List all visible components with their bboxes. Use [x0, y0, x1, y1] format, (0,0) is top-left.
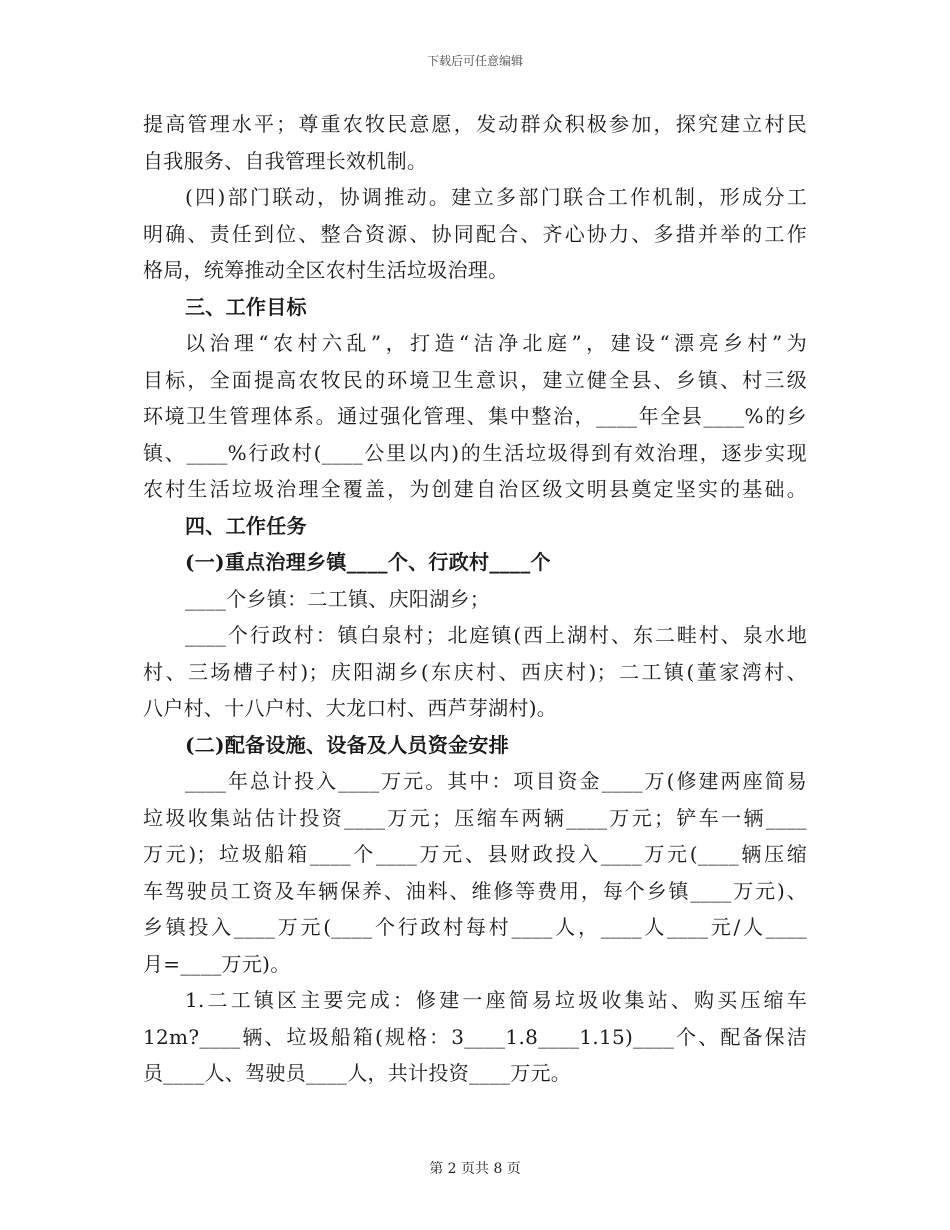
numbered-item: 1.二工镇区主要完成：修建一座简易垃圾收集站、购买压缩车 — [185, 988, 807, 1012]
body-line: 格局，统筹推动全区农村生活垃圾治理。 — [143, 258, 509, 282]
body-line: 农村生活垃圾治理全覆盖，为创建自治区级文明县奠定坚实的基础。 — [143, 477, 807, 501]
body-line: 垃圾收集站估计投资____万元；压缩车两辆____万元；铲车一辆____ — [143, 805, 807, 830]
document-body — [143, 106, 807, 1092]
body-line: 员____人、驾驶员____人，共计投资____万元。 — [143, 1061, 572, 1085]
body-line: 八户村、十八户村、大龙口村、西芦芽湖村)。 — [143, 696, 558, 720]
body-line: 目标，全面提高农牧民的环境卫生意识，建立健全县、乡镇、村三级 — [143, 367, 807, 392]
body-line: ____年总计投入____万元。其中：项目资金____万(修建两座简易 — [185, 769, 807, 793]
body-line: 提高管理水平；尊重农牧民意愿，发动群众积极参加，探究建立村民 — [143, 112, 807, 136]
body-line: 环境卫生管理体系。通过强化管理、集中整治，____年全县____%的乡 — [143, 404, 807, 428]
body-line: ____个行政村：镇白泉村；北庭镇(西上湖村、东二畦村、泉水地 — [185, 623, 807, 647]
body-line: (四)部门联动，协调推动。建立多部门联合工作机制，形成分工 — [185, 185, 807, 209]
section-heading: 三、工作目标 — [185, 294, 307, 319]
subsection-heading: (二)配备设施、设备及人员资金安排 — [185, 732, 510, 757]
body-line: 12m?____辆、垃圾船箱(规格：3____1.8____1.15)____个、配备保洁 — [143, 1024, 807, 1049]
page-footer: 第 2 页共 8 页 — [429, 1161, 521, 1177]
body-line: 自我服务、自我管理长效机制。 — [143, 148, 428, 173]
body-line: 以治理“农村六乱”，打造“洁净北庭”，建设“漂亮乡村”为 — [185, 331, 807, 355]
body-line: 月=____万元)。 — [143, 951, 291, 976]
body-line: 明确、责任到位、整合资源、协同配合、齐心协力、多措并举的工作 — [143, 221, 807, 246]
body-line: ____个乡镇：二工镇、庆阳湖乡； — [185, 586, 491, 611]
page-header: 下载后可任意编辑 — [426, 54, 523, 68]
body-line: 镇、____%行政村(____公里以内)的生活垃圾得到有效治理，逐步实现 — [143, 440, 807, 465]
body-line: 车驾驶员工资及车辆保养、油料、维修等费用，每个乡镇____万元)、 — [143, 878, 807, 903]
subsection-heading: (一)重点治理乡镇____个、行政村____个 — [185, 550, 551, 574]
body-line: 万元)；垃圾船箱____个____万元、县财政投入____万元(____辆压缩 — [143, 842, 807, 866]
body-line: 村、三场槽子村)；庆阳湖乡(东庆村、西庆村)；二工镇(董家湾村、 — [143, 659, 807, 684]
section-heading: 四、工作任务 — [185, 513, 307, 538]
body-line: 乡镇投入____万元(____个行政村每村____人，____人____元/人____ — [143, 915, 807, 939]
